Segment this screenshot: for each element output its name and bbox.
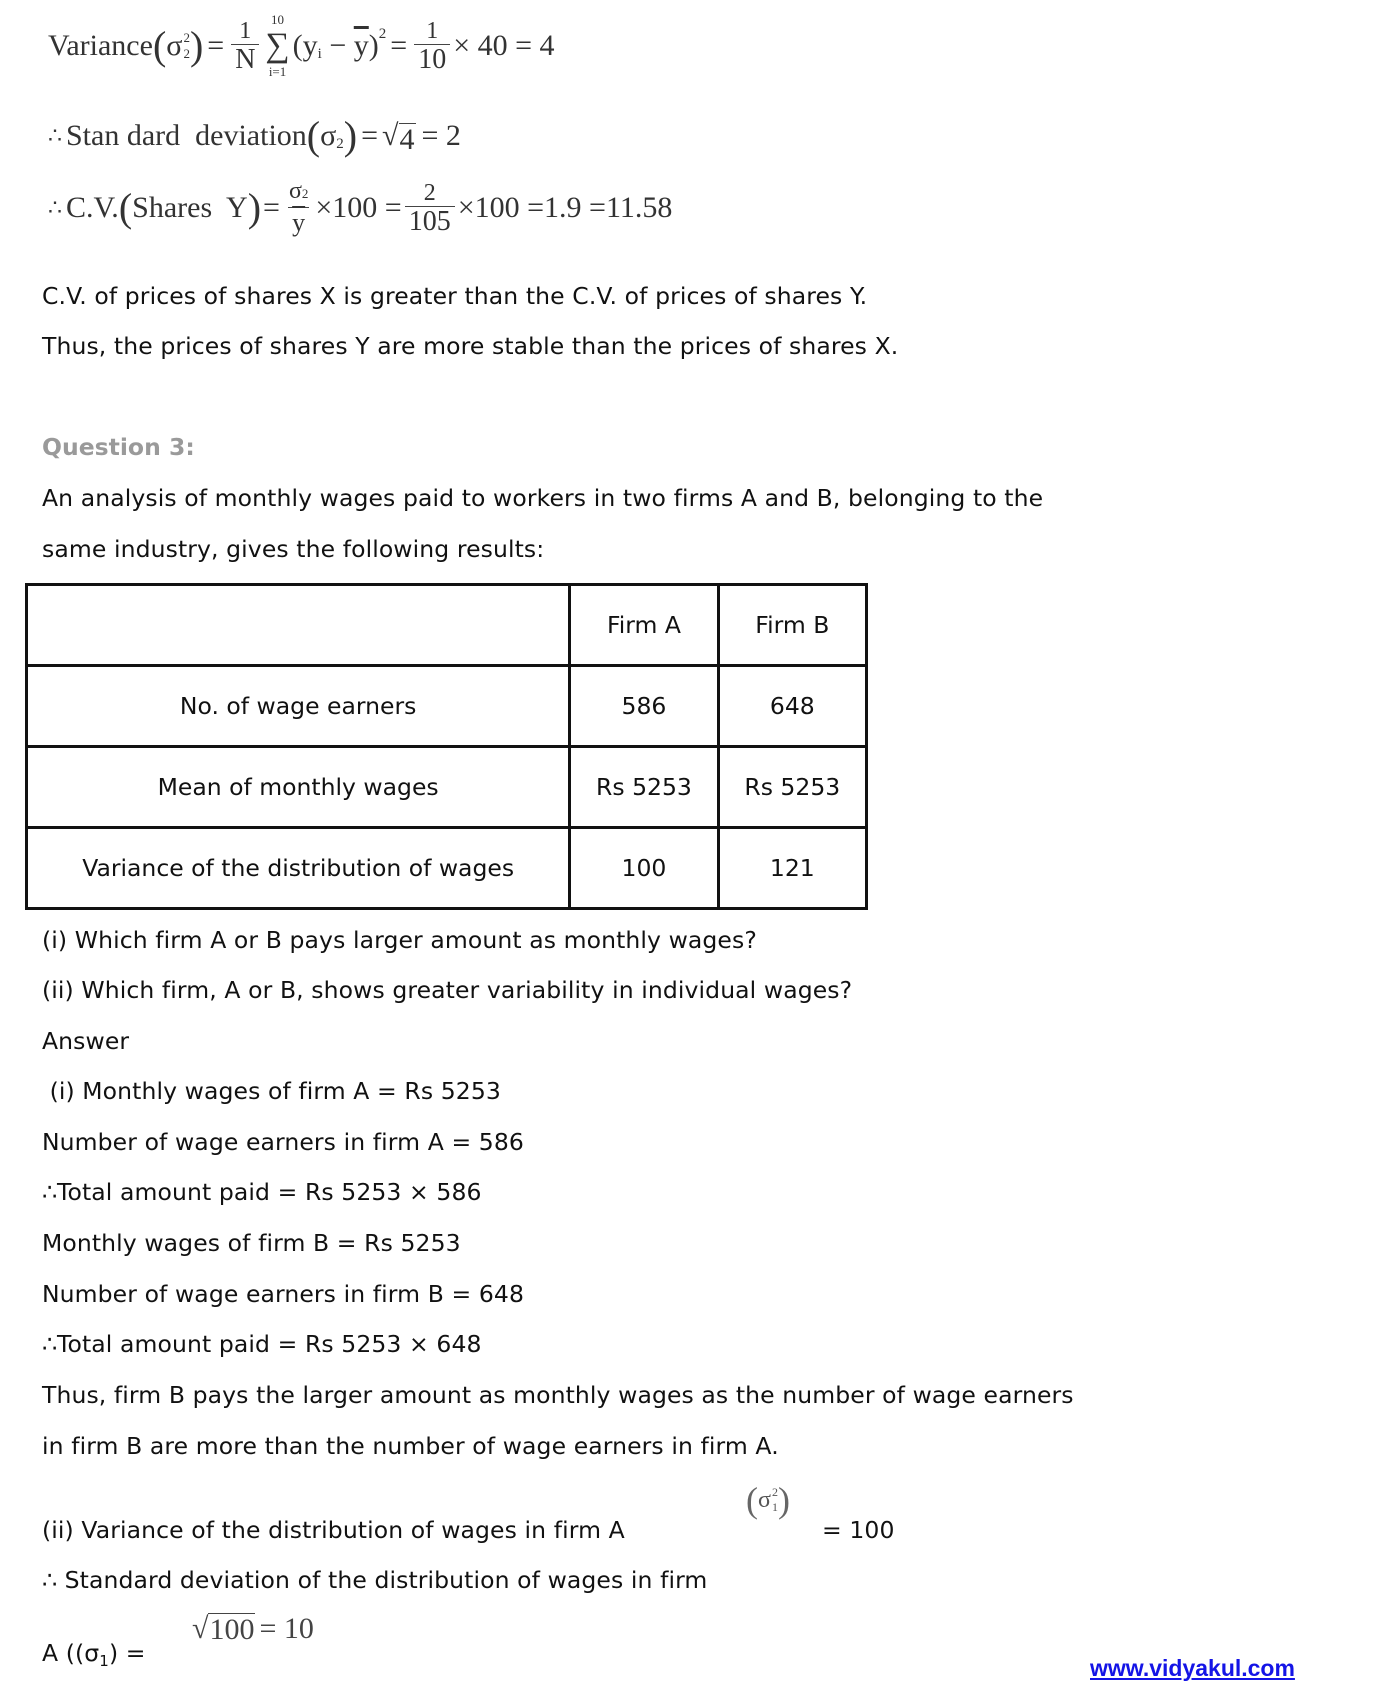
answer-line: Number of wage earners in firm A = 586 <box>42 1128 524 1156</box>
close-paren: ) <box>777 1480 790 1520</box>
table-row <box>27 666 867 747</box>
radical-sign: √ <box>382 119 399 152</box>
minus-sign: − <box>321 29 354 62</box>
open-paren: ( <box>118 185 133 230</box>
firm-b-value: Rs 5253 <box>718 747 866 828</box>
conclusion-line-1: C.V. of prices of shares X is greater than the C.V. of prices of shares Y. <box>42 282 868 310</box>
term-subscript: i <box>317 46 322 62</box>
radicand: 4 <box>399 123 415 156</box>
variance-result: × 40 = 4 <box>453 29 555 62</box>
cv-result: ×100 =1.9 =11.58 <box>457 191 673 224</box>
sum-symbol: ∑ <box>265 27 290 64</box>
sigma: σ <box>288 178 302 204</box>
std-dev-result: = 2 <box>421 119 461 152</box>
sd-prefix-subscript: 1 <box>99 1652 109 1670</box>
sub-question-2: (ii) Which firm, A or B, shows greater variability in individual wages? <box>42 976 853 1004</box>
sub-question-1: (i) Which firm A or B pays larger amount as monthly wages? <box>42 926 757 954</box>
answer-line: Monthly wages of firm B = Rs 5253 <box>42 1229 461 1257</box>
sd-prefix-end: ) = <box>108 1639 146 1667</box>
table-header-empty <box>27 585 570 666</box>
variance-sigma: σ <box>166 29 183 62</box>
answer-line: (i) Monthly wages of firm A = Rs 5253 <box>42 1077 501 1105</box>
answer-line: ∴Total amount paid = Rs 5253 × 586 <box>42 1178 482 1206</box>
part2-variance-line <box>42 1515 625 1545</box>
sd-result: = 10 <box>259 1612 314 1645</box>
answer-heading: Answer <box>42 1027 130 1055</box>
close-paren: ) <box>189 23 204 68</box>
firm-a-value: 586 <box>570 666 718 747</box>
fraction-denominator: 105 <box>405 206 455 237</box>
firm-b-value: 121 <box>718 828 866 909</box>
part2-sd-prefix <box>42 1638 146 1671</box>
answer-line: Thus, firm B pays the larger amount as monthly wages as the number of wage earners <box>42 1381 1074 1409</box>
equals-sign-2: = <box>390 29 408 62</box>
cv-formula <box>48 178 672 238</box>
std-dev-formula <box>48 114 461 158</box>
sigma: σ <box>758 1487 771 1513</box>
fraction-sigma-over-ybar <box>285 178 312 238</box>
sigma-superscript: 2 <box>771 1485 778 1499</box>
therefore-symbol: ∴ <box>48 195 62 220</box>
fraction-numerator: 1 <box>239 17 252 44</box>
question-title: Question 3: <box>42 433 195 461</box>
times-100: ×100 = <box>315 191 402 224</box>
conclusion-line-2: Thus, the prices of shares Y are more stable than the prices of shares X. <box>42 332 899 360</box>
sum-lower-limit: i=1 <box>268 64 287 79</box>
sigma1-squared-image <box>746 1478 790 1522</box>
wages-table <box>25 583 868 910</box>
open-paren: ( <box>746 1480 758 1520</box>
answer-line: in firm B are more than the number of wage earners in firm A. <box>42 1432 779 1460</box>
fraction-2-over-105 <box>405 180 455 237</box>
sd-prefix: A ((σ <box>42 1639 100 1667</box>
std-dev-label: Stan dard deviation <box>66 119 307 152</box>
close-bracket: ) <box>368 29 379 62</box>
fraction-denominator-ybar: y <box>288 207 309 238</box>
equals-sign: = <box>207 29 225 62</box>
y-bar: $\overline{y}$ <box>353 29 369 62</box>
sigma-subscript: 1 <box>771 1500 778 1514</box>
square-exponent: 2 <box>378 26 387 42</box>
table-header-row <box>27 585 867 666</box>
variance-label: Variance <box>48 29 153 62</box>
term-y: (y <box>292 29 318 62</box>
part2-sd-line: ∴ Standard deviation of the distribution of wages in firm <box>42 1566 708 1594</box>
row-label: No. of wage earners <box>27 666 570 747</box>
cv-label: C.V. <box>66 191 119 224</box>
square-root <box>382 116 415 156</box>
open-paren: ( <box>306 113 321 158</box>
table-row <box>27 828 867 909</box>
square-root <box>192 1612 255 1646</box>
summation <box>265 12 289 80</box>
table-header-firm-a: Firm A <box>570 585 718 666</box>
fraction-numerator <box>285 178 312 207</box>
equals-sign: = <box>361 119 379 152</box>
open-paren: ( <box>152 23 167 68</box>
answer-line: Number of wage earners in firm B = 648 <box>42 1280 525 1308</box>
radical-sign: √ <box>192 1612 209 1645</box>
question-text-line-1: An analysis of monthly wages paid to workers in two firms A and B, belonging to the <box>42 484 1044 512</box>
close-paren: ) <box>247 185 262 230</box>
row-label: Variance of the distribution of wages <box>27 828 570 909</box>
sigma-subscript: 2 <box>183 46 190 61</box>
part2-variance-value: = 100 <box>822 1516 895 1544</box>
fraction-numerator: 1 <box>426 17 439 44</box>
sigma-subscript: 2 <box>301 186 309 201</box>
fraction-1-over-n <box>231 18 259 75</box>
table-row <box>27 747 867 828</box>
fraction-1-over-10 <box>414 18 450 75</box>
table-header-firm-b: Firm B <box>718 585 866 666</box>
firm-b-value: 648 <box>718 666 866 747</box>
std-dev-sigma: σ <box>320 119 337 152</box>
fraction-denominator: N <box>231 44 259 75</box>
therefore-symbol: ∴ <box>48 123 62 148</box>
firm-a-value: 100 <box>570 828 718 909</box>
fraction-numerator: 2 <box>423 179 436 206</box>
part2-variance-text: (ii) Variance of the distribution of wages in firm A <box>42 1516 625 1544</box>
vidyakul-link[interactable]: www.vidyakul.com <box>1090 1655 1295 1681</box>
sqrt-100-formula <box>192 1612 314 1646</box>
variance-formula <box>48 12 555 80</box>
close-paren: ) <box>343 113 358 158</box>
sigma-subscript: 2 <box>336 136 344 152</box>
firm-a-value: Rs 5253 <box>570 747 718 828</box>
question-text-line-2: same industry, gives the following results: <box>42 535 545 563</box>
equals-sign: = <box>263 191 280 224</box>
sigma-superscript: 2 <box>183 30 190 45</box>
fraction-denominator: 10 <box>414 44 450 75</box>
answer-line: ∴Total amount paid = Rs 5253 × 648 <box>42 1330 482 1358</box>
radicand: 100 <box>209 1613 255 1646</box>
cv-shares-y: Shares Y <box>132 191 248 224</box>
row-label: Mean of monthly wages <box>27 747 570 828</box>
sum-upper-limit: 10 <box>271 12 285 27</box>
